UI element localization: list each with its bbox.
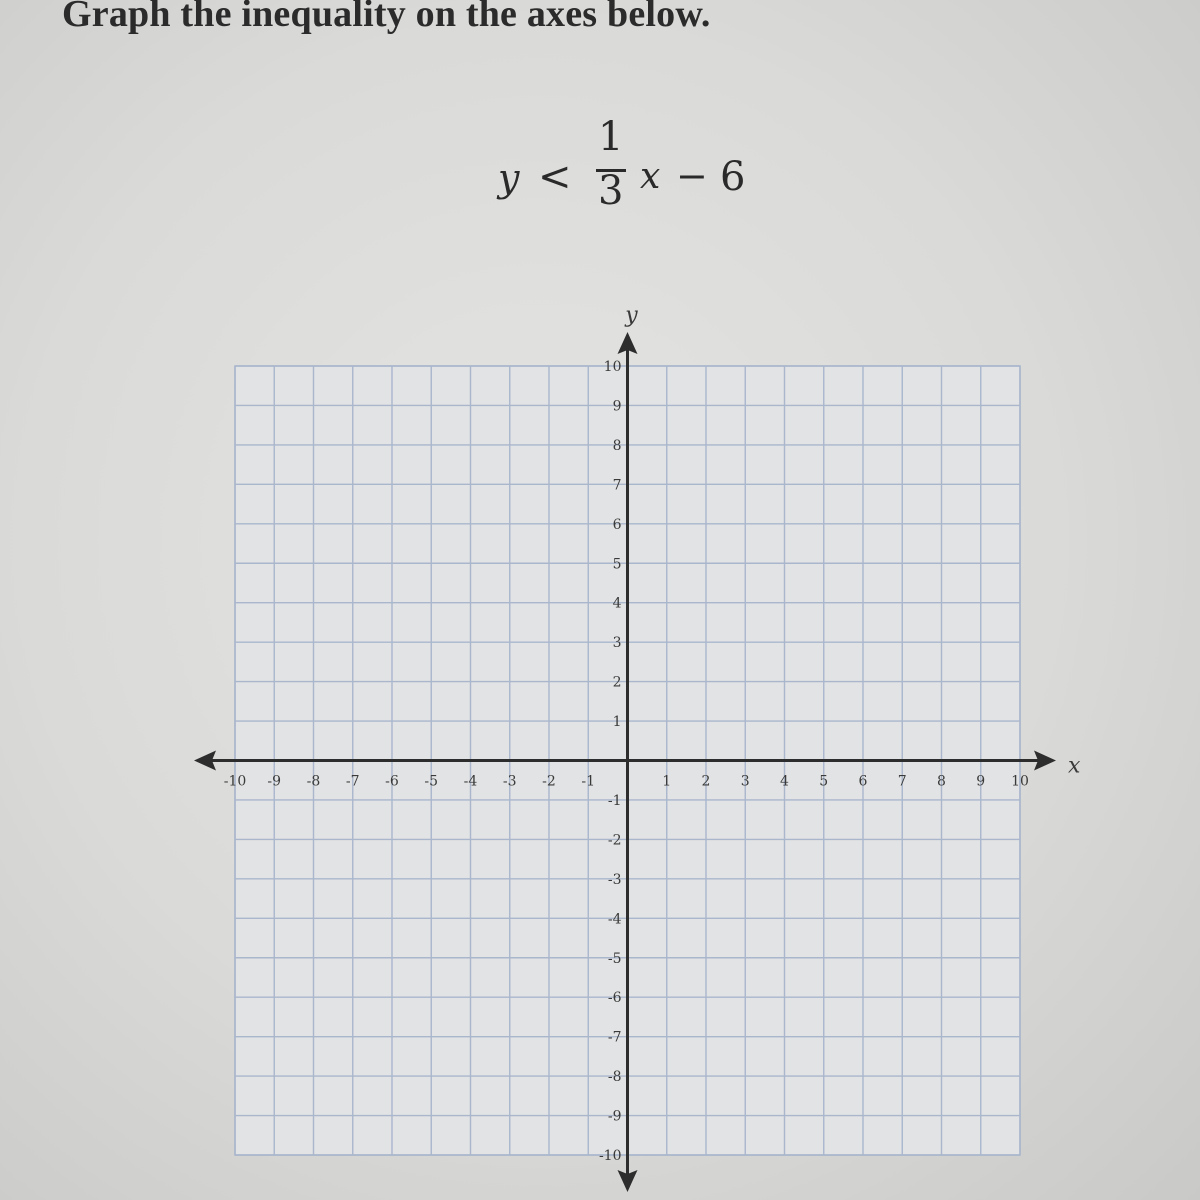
x-tick-label: -8 bbox=[306, 773, 321, 790]
y-tick-label: 3 bbox=[612, 635, 622, 652]
equation-operator: − bbox=[676, 154, 708, 198]
x-tick-label: -10 bbox=[223, 773, 247, 790]
y-tick-label: -6 bbox=[607, 990, 622, 1007]
x-tick-label: 4 bbox=[780, 773, 789, 790]
y-tick-label: -9 bbox=[607, 1108, 622, 1125]
y-axis-label: y bbox=[625, 303, 638, 328]
x-tick-label: 8 bbox=[937, 773, 946, 790]
y-tick-label: -7 bbox=[607, 1029, 622, 1046]
x-tick-label: -2 bbox=[542, 773, 556, 790]
x-tick-label: 9 bbox=[976, 773, 986, 790]
x-tick-label: -1 bbox=[581, 773, 596, 790]
x-axis-label: x bbox=[1068, 753, 1081, 779]
y-tick-label: 6 bbox=[612, 516, 622, 533]
y-tick-label: 5 bbox=[612, 556, 622, 573]
equation-relation: < bbox=[538, 154, 572, 200]
equation-variable: x bbox=[640, 156, 661, 197]
equation-lhs: y bbox=[498, 156, 520, 200]
x-tick-label: -5 bbox=[424, 773, 439, 790]
y-tick-label: 10 bbox=[603, 359, 622, 375]
x-tick-label: 3 bbox=[740, 773, 750, 790]
x-tick-label: 6 bbox=[858, 773, 868, 790]
y-tick-label: -1 bbox=[607, 792, 622, 809]
y-tick-label: 4 bbox=[612, 595, 622, 612]
y-tick-label: -10 bbox=[598, 1148, 622, 1164]
x-tick-label: -7 bbox=[345, 773, 360, 790]
x-tick-label: 5 bbox=[819, 773, 829, 790]
x-tick-label: 10 bbox=[1011, 773, 1029, 790]
x-tick-label: -3 bbox=[502, 773, 517, 790]
instruction-text: Graph the inequality on the axes below. bbox=[62, 0, 711, 35]
y-tick-label: -4 bbox=[607, 911, 622, 928]
y-tick-label: -8 bbox=[607, 1069, 622, 1086]
x-tick-label: 1 bbox=[662, 773, 672, 790]
y-tick-label: 8 bbox=[612, 437, 622, 454]
y-tick-label: 7 bbox=[612, 477, 622, 494]
x-tick-label: 2 bbox=[701, 773, 711, 790]
x-tick-label: -6 bbox=[385, 773, 399, 790]
equation-constant: 6 bbox=[720, 154, 746, 200]
x-tick-label: -4 bbox=[463, 773, 478, 790]
y-tick-label: 9 bbox=[612, 398, 622, 415]
y-tick-label: 2 bbox=[612, 674, 622, 691]
y-tick-label: 1 bbox=[612, 714, 622, 731]
y-tick-label: -2 bbox=[607, 832, 622, 849]
x-tick-label: -9 bbox=[267, 773, 282, 790]
y-tick-label: -3 bbox=[607, 871, 622, 888]
x-tick-label: 7 bbox=[897, 773, 907, 790]
y-tick-label: -5 bbox=[607, 950, 622, 967]
equation-denominator: 3 bbox=[598, 168, 624, 214]
equation-numerator: 1 bbox=[598, 114, 624, 160]
